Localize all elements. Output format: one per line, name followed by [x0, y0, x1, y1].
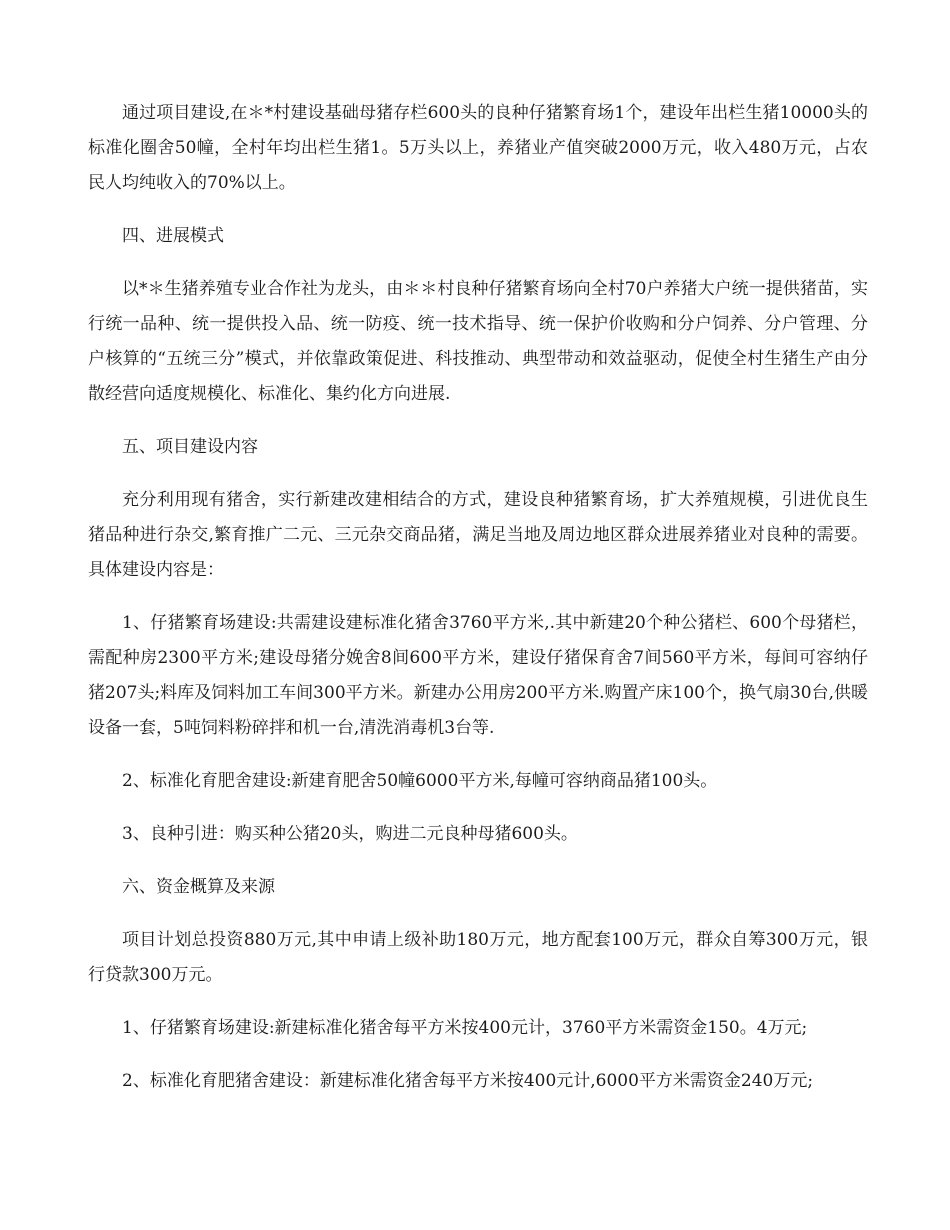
paragraph-development-model: 以*＊生猪养殖专业合作社为龙头，由＊＊村良种仔猪繁育场向全村70户养猪大户统一提供猪苗，实行统一品种、统一提供投入品、统一防疫、统一技术指导、统一保护价收购和分户饲养、分户管理、分户核算的“五统三分”模式，并依靠政策促进、科技推动、典型带动和效益驱动，促使全村生猪生产由分散经营向适度规模化、标准化、集约化方向进展. [88, 279, 868, 404]
document-body [88, 96, 868, 1117]
section-heading-construction-content: 五、项目建设内容 [122, 437, 258, 457]
section-heading-funding: 六、资金概算及来源 [122, 877, 275, 897]
paragraph-construction-overview: 充分利用现有猪舍，实行新建改建相结合的方式，建设良种猪繁育场，扩大养殖规模，引进优良生猪品种进行杂交,繁育推广二元、三元杂交商品猪，满足当地及周边地区群众进展养猪业对良种的需要。具体建设内容是： [88, 490, 868, 580]
paragraph-fattening-house-cost: 2、标准化育肥猪舍建设：新建标准化猪舍每平方米按400元计,6000平方米需资金240万元; [122, 1071, 814, 1091]
paragraph-total-investment: 项目计划总投资880万元,其中申请上级补助180万元，地方配套100万元，群众自筹300万元，银行贷款300万元。 [88, 930, 868, 985]
paragraph-project-outcomes: 通过项目建设,在＊*村建设基础母猪存栏600头的良种仔猪繁育场1个，建设年出栏生猪10000头的标准化圈舍50幢，全村年均出栏生猪1。5万头以上，养猪业产值突破2000万元，收入480万元，占农民人均纯收入的70%以上。 [88, 103, 868, 193]
paragraph-piglet-breeding-farm: 1、仔猪繁育场建设:共需建设建标准化猪舍3760平方米,.其中新建20个种公猪栏、600个母猪栏，需配种房2300平方米;建设母猪分娩舍8间600平方米，建设仔猪保育舍7间560平方米，每间可容纳仔猪207头;料库及饲料加工车间300平方米。新建办公用房200平方米.购置产床100个，换气扇30台,供暖设备一套，5吨饲料粉碎拌和机一台,清洗消毒机3台等. [88, 613, 868, 738]
section-heading-development-model: 四、进展模式 [122, 226, 224, 246]
paragraph-breed-introduction: 3、良种引进：购买种公猪20头，购进二元良种母猪600头。 [122, 824, 578, 844]
paragraph-fattening-houses: 2、标准化育肥舍建设:新建育肥舍50幢6000平方米,每幢可容纳商品猪100头。 [122, 771, 718, 791]
paragraph-breeding-farm-cost: 1、仔猪繁育场建设:新建标准化猪舍每平方米按400元计，3760平方米需资金150。4万元; [122, 1018, 808, 1038]
